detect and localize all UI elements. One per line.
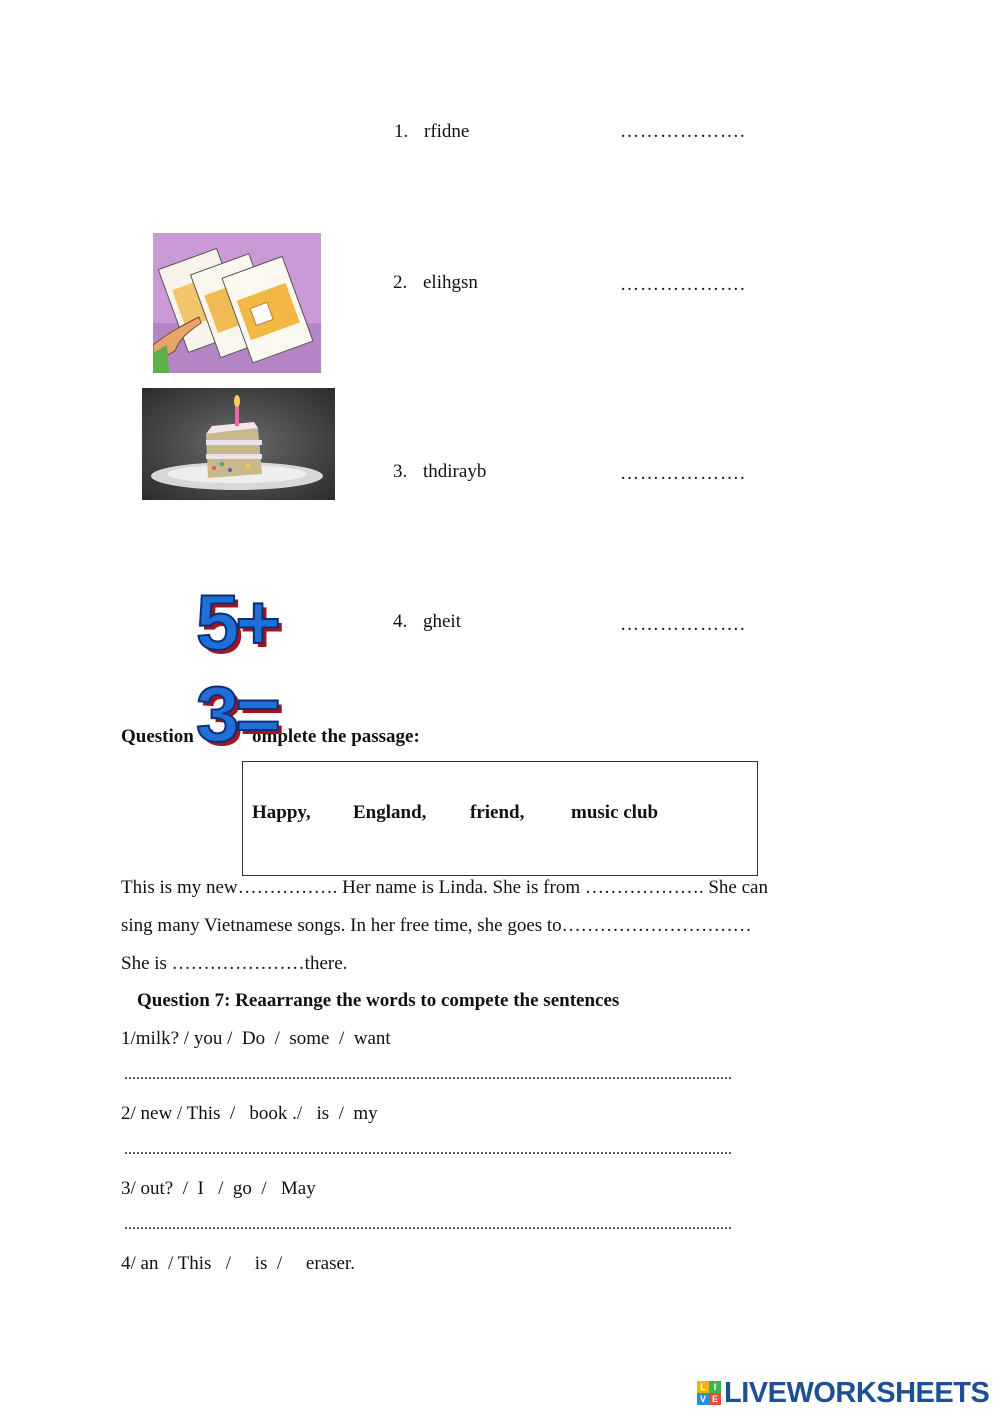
word-box	[242, 761, 758, 876]
answer-blank[interactable]: ……………….	[620, 463, 746, 484]
word-option: Happy,	[252, 802, 311, 823]
answer-blank[interactable]: ……………….	[620, 614, 746, 635]
rearrange-prompt: 2/ new / This / book ./ is / my	[121, 1103, 378, 1124]
english-books-image	[153, 233, 321, 373]
question6-heading-right: omplete the passage:	[252, 726, 420, 747]
passage	[121, 869, 881, 983]
word-option: music club	[571, 802, 659, 823]
word-option: England,	[353, 802, 427, 823]
math-five-plus-image: 5+	[196, 578, 277, 666]
item-number: 3.	[393, 461, 408, 482]
liveworksheets-logo	[697, 1378, 989, 1408]
item-number: 4.	[393, 611, 408, 632]
rearrange-prompt: 3/ out? / I / go / May	[121, 1178, 316, 1199]
logo-badge-icon: L I V E	[697, 1381, 721, 1405]
passage-line: She is …………………there.	[121, 953, 348, 974]
rearrange-prompt: 1/milk? / you / Do / some / want	[121, 1028, 391, 1049]
logo-text: LIVEWORKSHEETS	[724, 1376, 990, 1409]
answer-line[interactable]: ........................................................................................................................................................	[124, 1216, 732, 1233]
answer-blank[interactable]: ……………….	[620, 274, 746, 295]
scrambled-word: gheit	[423, 611, 461, 632]
word-option: friend,	[470, 802, 525, 823]
answer-line[interactable]: ........................................................................................................................................................	[124, 1141, 732, 1158]
passage-line: This is my new……………. Her name is Linda. She is from ………………. She can	[121, 877, 768, 898]
answer-blank[interactable]: ……………….	[620, 121, 746, 142]
item-number: 2.	[393, 272, 408, 293]
answer-line[interactable]: ........................................................................................................................................................	[124, 1066, 732, 1083]
math-three-equals-image: 3=	[196, 670, 277, 758]
rearrange-prompt: 4/ an / This / is / eraser.	[121, 1253, 355, 1274]
question6-heading-left: Question	[121, 726, 194, 747]
birthday-cake-image	[142, 388, 335, 500]
passage-line: sing many Vietnamese songs. In her free time, she goes to…………………………	[121, 915, 752, 936]
scrambled-word: rfidne	[424, 121, 470, 142]
scrambled-word: elihgsn	[423, 272, 478, 293]
question7-heading: Question 7: Reaarrange the words to compete the sentences	[137, 990, 620, 1011]
scrambled-word: thdirayb	[423, 461, 487, 482]
item-number: 1.	[394, 121, 409, 142]
